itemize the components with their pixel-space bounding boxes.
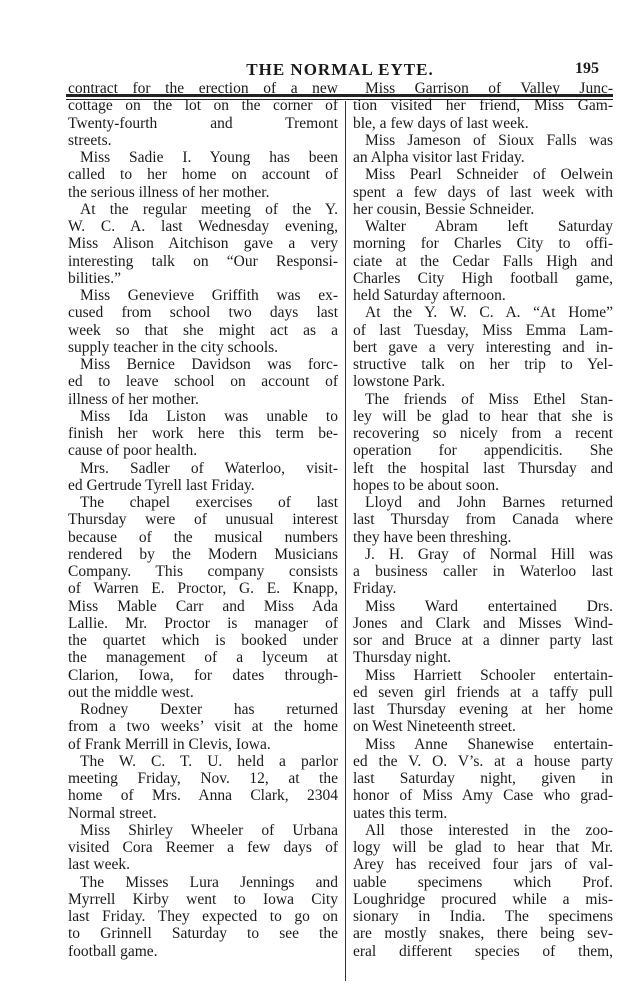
text-line: hopes to be about soon. [353, 476, 499, 494]
paragraph [68, 701, 338, 753]
text-line: morning for Charles City to offi- [353, 235, 613, 253]
text-line: left the hospital last Thursday and [353, 459, 613, 477]
text-line: sionary in India. The specimens [353, 908, 613, 925]
text-line: the quartet which is booked under [68, 632, 338, 649]
text-line: recovering so nicely from a recent [353, 425, 613, 442]
text-line: ed to leave school on account of [68, 373, 338, 391]
text-line: an Alpha visitor last Friday. [353, 149, 525, 166]
text-line: eral different species of them, [353, 942, 613, 960]
text-line: home of Mrs. Anna Clark, 2304 [68, 787, 338, 805]
text-line: Miss Sadie I. Young has been [80, 149, 338, 166]
text-line: Miss Garrison of Valley Junc- [365, 80, 613, 97]
text-line: meeting Friday, Nov. 12, at the [68, 770, 338, 787]
text-line: the management of a lyceum at [68, 649, 338, 667]
text-line: Twenty-fourth and Tremont [68, 114, 338, 132]
text-line: week so that she might act as a [68, 321, 338, 339]
text-line: Miss Mable Carr and Miss Ada [68, 597, 338, 615]
text-line: they have been threshing. [353, 528, 512, 546]
text-line: The chapel exercises of last [80, 494, 338, 511]
text-line: supply teacher in the city schools. [68, 338, 279, 356]
text-line: cottage on the lot on the corner of [68, 97, 338, 115]
text-line: The friends of Miss Ethel Stan- [365, 390, 613, 408]
paragraph [353, 218, 613, 304]
text-line: Miss Bernice Davidson was forc- [80, 356, 338, 373]
text-line: uable specimens which Prof. [353, 873, 613, 891]
text-line: rendered by the Modern Musicians [68, 545, 338, 563]
paragraph [68, 149, 338, 201]
text-line: Miss Genevieve Griffith was ex- [80, 287, 338, 304]
paragraph [68, 80, 338, 149]
text-line: the serious illness of her mother. [68, 183, 270, 201]
text-line: Miss Ward entertained Drs. [365, 597, 613, 615]
text-line: last Saturday night, given in [353, 770, 613, 787]
text-line: Miss Pearl Schneider of Oelwein [365, 166, 613, 184]
text-line: ley will be glad to hear that she is [353, 407, 613, 425]
paragraph [68, 408, 338, 460]
text-line: last Friday. They expected to go on [68, 908, 338, 925]
paragraph [68, 753, 338, 822]
text-line: last week. [68, 856, 130, 874]
text-line: W. C. A. last Wednesday evening, [68, 218, 338, 235]
text-line: At the regular meeting of the Y. [80, 200, 338, 218]
text-line: ed seven girl friends at a taffy pull [353, 683, 613, 701]
paragraph [68, 287, 338, 356]
page-number: 195 [575, 60, 599, 77]
text-line: structive talk on her trip to Yel- [353, 356, 613, 373]
text-line: streets. [68, 131, 112, 149]
text-line: called to her home on account of [68, 166, 338, 184]
text-line: operation for appendicitis. She [353, 442, 613, 460]
text-line: bert gave a very interesting and in- [353, 338, 613, 356]
text-line: Clarion, Iowa, for dates through- [68, 666, 338, 684]
text-line: Charles City High football game, [353, 269, 613, 287]
text-line: of last Tuesday, Miss Emma Lam- [353, 321, 613, 339]
paragraph [353, 494, 613, 546]
text-line: last Thursday evening at her home [353, 701, 613, 718]
column-divider [345, 101, 346, 981]
text-line: Miss Jameson of Sioux Falls was [365, 131, 613, 149]
left-column [68, 80, 338, 960]
text-line: ed Gertrude Tyrell last Friday. [68, 476, 255, 494]
text-line: Miss Alison Aitchison gave a very [68, 235, 338, 253]
right-column [353, 80, 613, 960]
text-line: from a two weeks’ visit at the home [68, 718, 338, 736]
paragraph [353, 736, 613, 822]
paragraph [68, 460, 338, 495]
text-line: Miss Shirley Wheeler of Urbana [80, 821, 338, 839]
paragraph [353, 166, 613, 218]
text-line: held Saturday afternoon. [353, 287, 506, 304]
text-line: honor of Miss Amy Case who grad- [353, 787, 613, 805]
text-line: Myrrell Kirby went to Iowa City [68, 890, 338, 908]
text-line: Loughridge procured while a mis- [353, 890, 613, 908]
paragraph [353, 667, 613, 736]
text-line: Thursday night. [353, 649, 452, 667]
text-line: lowstone Park. [353, 373, 446, 391]
text-line: Company. This company consists [68, 563, 338, 580]
text-line: her cousin, Bessie Schneider. [353, 200, 535, 218]
text-line: out the middle west. [68, 683, 194, 701]
text-line: sor and Bruce at a dinner party last [353, 632, 613, 649]
text-line: of Warren E. Proctor, G. E. Knapp, [68, 580, 338, 598]
text-line: tion visited her friend, Miss Gam- [353, 97, 613, 115]
text-line: a business caller in Waterloo last [353, 563, 613, 580]
text-line: Thursday were of unusual interest [68, 511, 338, 529]
text-line: to Grinnell Saturday to see the [68, 925, 338, 943]
paragraph [353, 391, 613, 495]
text-line: on West Nineteenth street. [353, 718, 516, 736]
text-line: finish her work here this term be- [68, 425, 338, 442]
text-line: Arey has received four jars of val- [353, 856, 613, 874]
text-line: The Misses Lura Jennings and [80, 873, 338, 891]
text-line: Miss Anne Shanewise entertain- [365, 735, 613, 753]
text-line: Rodney Dexter has returned [80, 701, 338, 718]
paragraph [353, 80, 613, 132]
text-line: spent a few days of last week with [353, 183, 613, 201]
text-line: Normal street. [68, 804, 157, 822]
paragraph [353, 822, 613, 960]
text-line: are mostly snakes, there being sev- [353, 925, 613, 943]
text-line: Miss Ida Liston was unable to [80, 407, 338, 425]
text-line: Miss Harriett Schooler entertain- [365, 666, 613, 684]
paragraph [353, 546, 613, 598]
text-line: ed the V. O. V’s. at a house party [353, 752, 613, 770]
text-line: ciate at the Cedar Falls High and [353, 252, 613, 270]
text-line: Mrs. Sadler of Waterloo, visit- [80, 459, 338, 477]
paragraph [68, 874, 338, 960]
text-line: ble, a few days of last week. [353, 114, 529, 132]
text-line: illness of her mother. [68, 390, 199, 408]
text-line: logy will be glad to hear that Mr. [353, 839, 613, 856]
paragraph [68, 494, 338, 701]
text-line: At the Y. W. C. A. “At Home” [365, 304, 613, 322]
paragraph [68, 356, 338, 408]
text-line: contract for the erection of a new [68, 80, 338, 97]
paragraph [68, 822, 338, 874]
text-line: Lloyd and John Barnes returned [365, 494, 613, 511]
text-line: cause of poor health. [68, 442, 198, 460]
text-line: bilities.” [68, 269, 121, 287]
text-line: Walter Abram left Saturday [365, 218, 613, 235]
text-line: last Thursday from Canada where [353, 511, 613, 529]
text-line: The W. C. T. U. held a parlor [80, 752, 338, 770]
text-line: of Frank Merrill in Clevis, Iowa. [68, 735, 271, 753]
text-line: Jones and Clark and Misses Wind- [353, 614, 613, 632]
paragraph [353, 304, 613, 390]
text-line: uates this term. [353, 804, 448, 822]
text-line: interesting talk on “Our Responsi- [68, 252, 338, 270]
paragraph [353, 598, 613, 667]
text-line: visited Cora Reemer a few days of [68, 839, 338, 856]
text-line: All those interested in the zoo- [365, 821, 613, 839]
text-line: because of the musical numbers [68, 528, 338, 546]
text-line: Friday. [353, 580, 397, 598]
page-title: THE NORMAL EYTE. [246, 60, 434, 79]
paragraph [353, 132, 613, 167]
text-line: J. H. Gray of Normal Hill was [365, 545, 613, 563]
text-line: cused from school two days last [68, 304, 338, 322]
text-line: Lallie. Mr. Proctor is manager of [68, 614, 338, 632]
text-line: football game. [68, 942, 158, 960]
paragraph [68, 201, 338, 287]
